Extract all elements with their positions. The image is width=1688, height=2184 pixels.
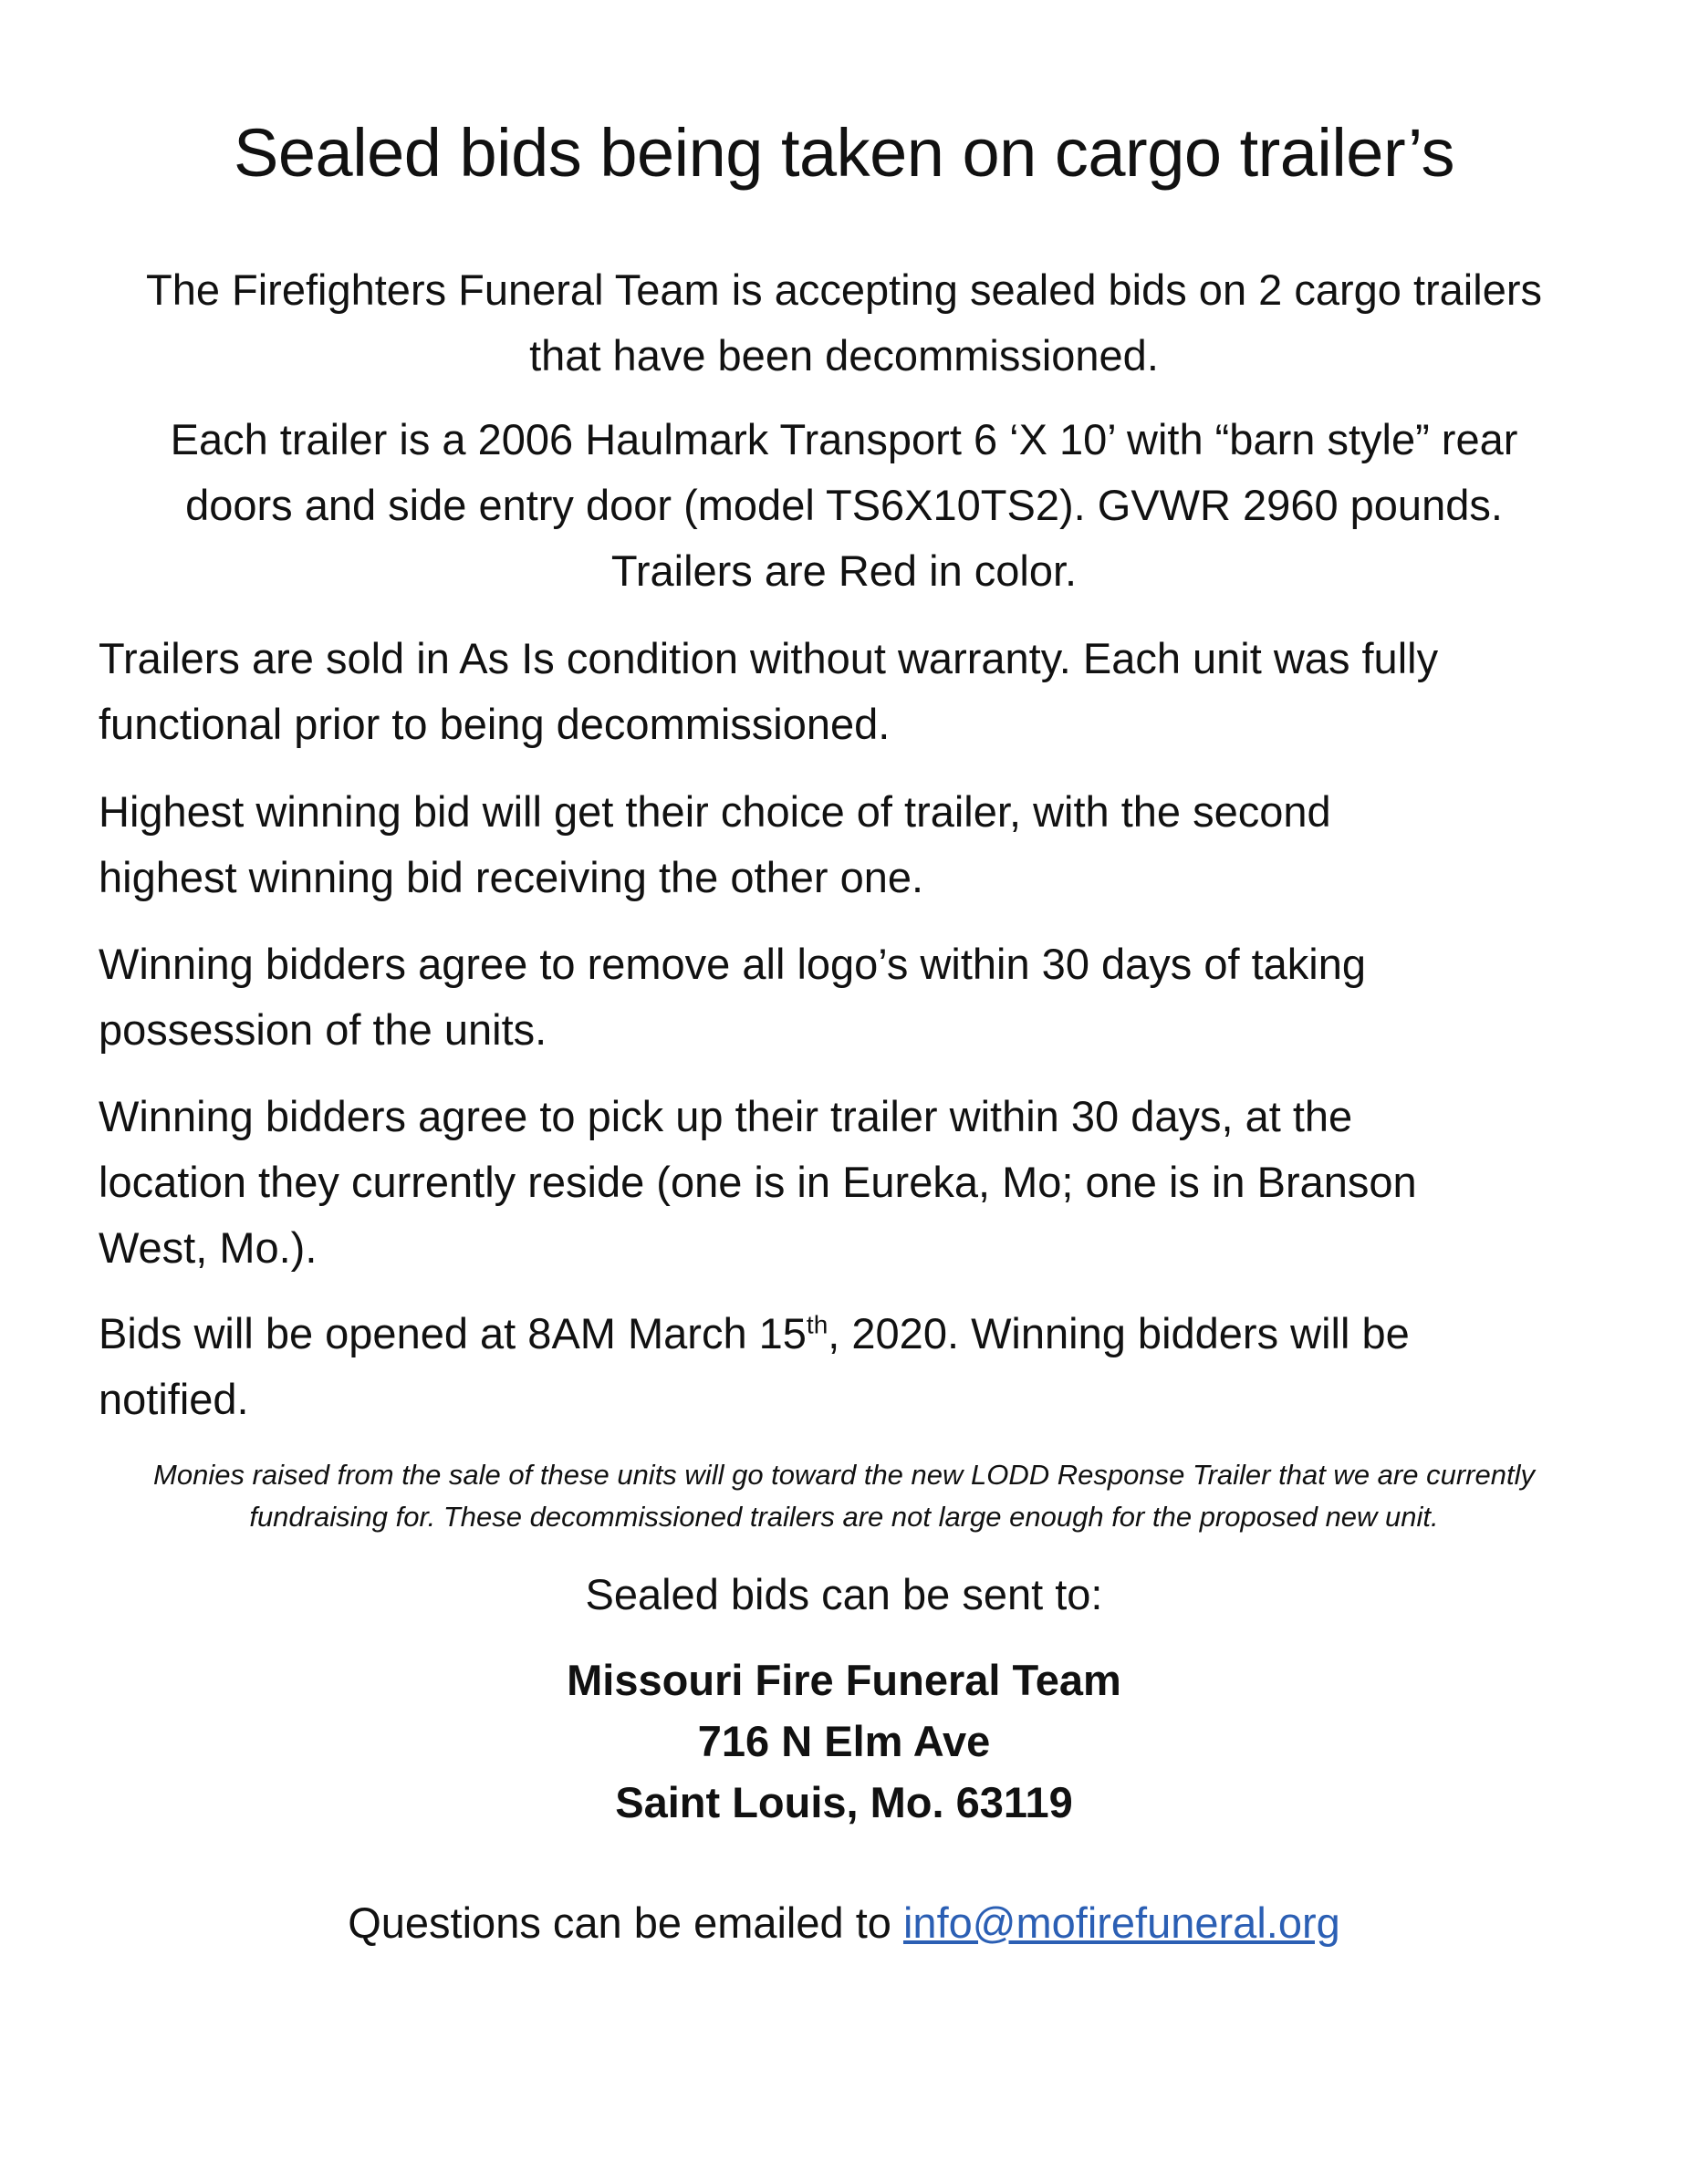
choice-paragraph — [99, 779, 1595, 910]
intro-line-1: The Firefighters Funeral Team is accepting sealed bids on 2 cargo trailers — [145, 265, 1542, 314]
logos-paragraph — [99, 931, 1595, 1063]
intro-paragraph — [91, 257, 1597, 389]
condition-paragraph — [99, 626, 1595, 757]
address-city: Saint Louis, Mo. 63119 — [615, 1778, 1073, 1826]
fundraising-note — [82, 1454, 1606, 1538]
address-street: 716 N Elm Ave — [697, 1717, 991, 1765]
logos-line-1: Winning bidders agree to remove all logo’s within 30 days of taking — [99, 940, 1367, 988]
page-title: Sealed bids being taken on cargo trailer’s — [234, 115, 1454, 191]
send-to-heading: Sealed bids can be sent to: — [585, 1570, 1103, 1618]
pickup-line-2: location they currently reside (one is in Eureka, Mo; one is in Branson — [99, 1158, 1417, 1206]
pickup-line-3: West, Mo.). — [99, 1223, 318, 1272]
email-link[interactable]: info@mofirefuneral.org — [902, 1898, 1340, 1947]
description-line-3: Trailers are Red in color. — [610, 546, 1078, 595]
choice-line-2: highest winning bid receiving the other one. — [99, 853, 924, 901]
opening-date-text: Bids will be opened at 8AM March 15 — [99, 1309, 807, 1357]
questions-text: Questions can be emailed to — [348, 1898, 903, 1947]
ordinal-suffix: th — [806, 1310, 828, 1339]
description-paragraph — [91, 407, 1597, 604]
logos-line-2: possession of the units. — [99, 1005, 547, 1054]
pickup-line-1: Winning bidders agree to pick up their trailer within 30 days, at the — [99, 1092, 1353, 1140]
description-line-2: doors and side entry door (model TS6X10TS2). GVWR 2960 pounds. — [185, 481, 1503, 529]
opening-line-2: notified. — [99, 1375, 249, 1423]
condition-line-1: Trailers are sold in As Is condition without warranty. Each unit was fully — [99, 634, 1439, 682]
address-name: Missouri Fire Funeral Team — [567, 1656, 1121, 1704]
condition-line-2: functional prior to being decommissioned. — [99, 700, 891, 748]
description-line-1: Each trailer is a 2006 Haulmark Transport 6 ‘X 10’ with “barn style” rear — [170, 415, 1518, 463]
opening-line-1 — [99, 1301, 1595, 1367]
opening-notice-text: , 2020. Winning bidders will be — [828, 1309, 1410, 1357]
pickup-paragraph — [99, 1084, 1595, 1281]
choice-line-1: Highest winning bid will get their choice of trailer, with the second — [99, 787, 1331, 836]
note-line-2: fundraising for. These decommissioned trailers are not large enough for the proposed new unit. — [249, 1501, 1439, 1533]
questions-line — [0, 1890, 1688, 1956]
mailing-address — [0, 1649, 1688, 1833]
opening-paragraph — [99, 1301, 1595, 1432]
note-line-1: Monies raised from the sale of these units will go toward the new LODD Response Trailer that we are currently — [153, 1459, 1535, 1491]
intro-line-2: that have been decommissioned. — [529, 331, 1159, 380]
